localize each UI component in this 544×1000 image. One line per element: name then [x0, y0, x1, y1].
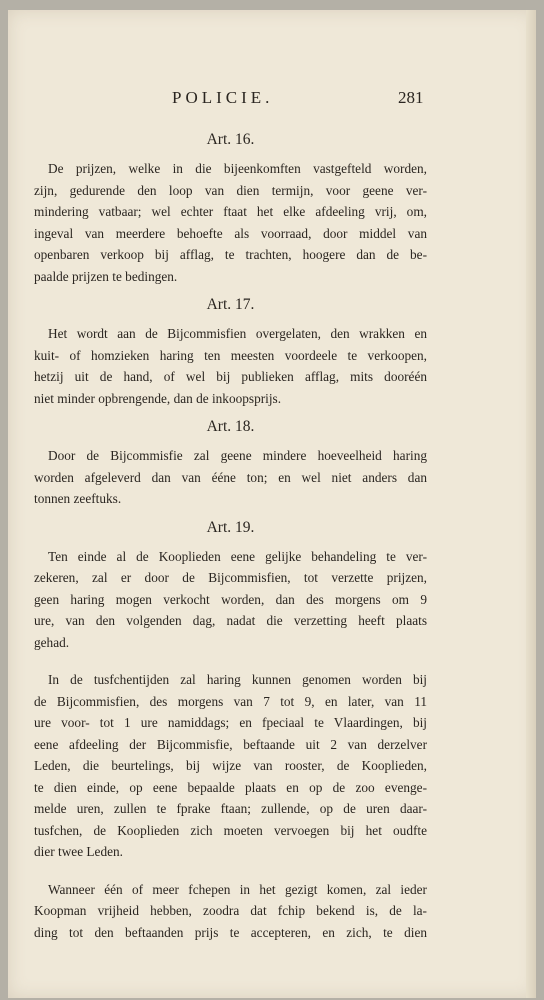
text-line: Wanneer één of meer fchepen in het gezigt komen, zal ieder: [48, 881, 427, 897]
text-line: hetzij uit de hand, of wel bij publieken afflag, mits dooréén: [34, 369, 427, 384]
text-line: worden afgeleverd dan van ééne ton; en wel niet anders dan: [34, 469, 427, 485]
text-line: Leden, die beurtelings, bij wijze van rooster, de Kooplieden,: [34, 758, 427, 773]
text-line: mindering vatbaar; wel echter ftaat het elke afdeeling vrij, om,: [34, 204, 427, 219]
text-line: melde uren, zullen te fprake ftaan; zullende, op de uren daar-: [34, 801, 427, 816]
paragraph: [34, 879, 427, 944]
text-line: Koopman vrijheid hebben, zoodra dat fchip bekend is, de la-: [34, 903, 427, 918]
body-text: [34, 128, 427, 949]
text-line: eene afdeeling der Bijcommisfie, beftaande uit 2 van derzelver: [34, 736, 427, 752]
text-line: geen haring mogen verkocht worden, dan des morgens om 9: [34, 591, 427, 607]
article-heading: Art. 18.: [206, 418, 255, 435]
paragraph: [34, 158, 427, 287]
text-line: gehad.: [34, 634, 70, 650]
text-line: Door de Bijcommisfie zal geene mindere hoeveelheid haring: [48, 448, 427, 463]
paragraph: [34, 323, 427, 409]
paragraph: [34, 669, 427, 863]
text-line: de Bijcommisfien, des morgens van 7 tot 9, en later, van 11: [34, 693, 427, 709]
paragraph: [34, 445, 427, 510]
text-line: ingeval van meerdere behoefte als voorraad, door middel van: [34, 225, 427, 241]
text-line: De prijzen, welke in die bijeenkomften vastgefteld worden,: [48, 161, 427, 176]
text-line: Het wordt aan de Bijcommisfien overgelaten, den wrakken en: [48, 326, 427, 341]
text-line: dier twee Leden.: [34, 844, 123, 859]
text-line: te dien einde, op eene bepaalde plaats en op de zoo evenge-: [34, 779, 427, 795]
page-header: [8, 88, 536, 112]
text-line: zijn, gedurende den loop van dien termijn, voor geene ver-: [34, 182, 427, 198]
text-line: In de tusfchentijden zal haring kunnen genomen worden bij: [48, 672, 427, 687]
text-line: niet minder opbrengende, dan de inkoopsprijs.: [34, 390, 282, 406]
text-line: paalde prijzen te bedingen.: [34, 268, 178, 284]
text-line: Ten einde al de Kooplieden eene gelijke behandeling te ver-: [48, 548, 427, 564]
running-title: POLICIE.: [172, 88, 274, 107]
article-heading: Art. 19.: [206, 518, 255, 536]
text-line: ure voor- tot 1 ure namiddags; en fpeciaal te Vlaardingen, bij: [34, 715, 427, 730]
paragraph: [34, 546, 427, 654]
page-edge: [526, 10, 536, 998]
text-line: ding tot den beftaanden prijs te accepteren, en zich, te dien: [34, 924, 427, 940]
text-line: tonnen zeeftuks.: [34, 491, 122, 506]
article-heading: Art. 16.: [206, 131, 255, 148]
text-line: kuit- of homzieken haring ten meesten voordeele te verkoopen,: [34, 347, 427, 363]
book-page: [8, 10, 536, 998]
text-line: zekeren, zal er door de Bijcommisfien, tot verzette prijzen,: [34, 570, 427, 585]
text-line: openbaren verkoop bij afflag, te trachten, hoogere dan de be-: [34, 247, 427, 262]
article-heading: Art. 17.: [206, 296, 255, 313]
page-number: 281: [398, 88, 424, 107]
text-line: tusfchen, de Kooplieden zich moeten vervoegen bij het oudfte: [34, 822, 427, 838]
text-line: ure, van den volgenden dag, nadat die verzetting heeft plaats: [34, 613, 427, 628]
